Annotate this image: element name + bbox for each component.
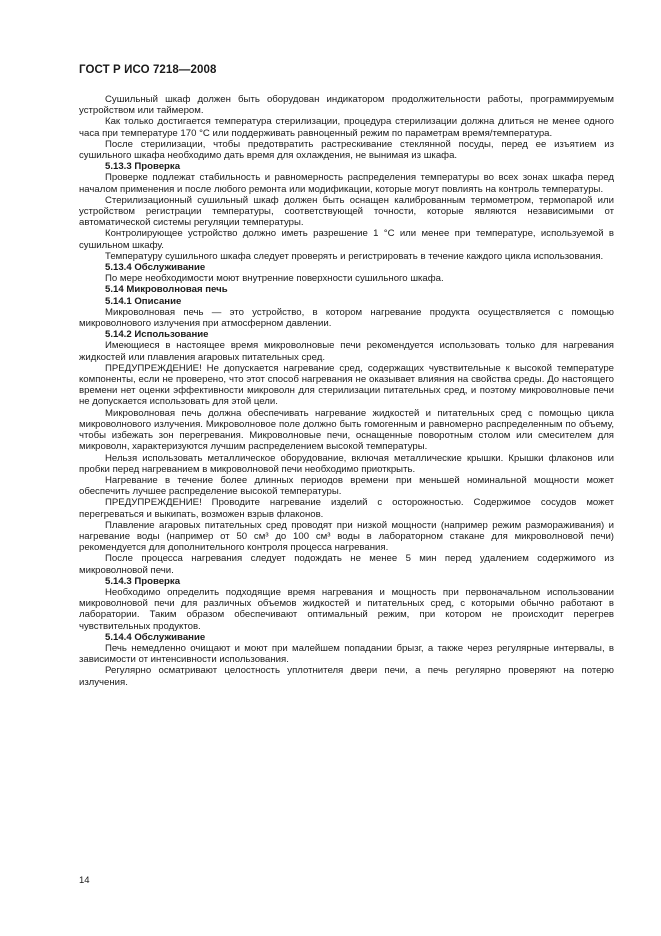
section-heading: 5.13.3 Проверка bbox=[105, 161, 181, 173]
paragraph: Плавление агаровых питательных сред проводят при низкой мощности (например режим размораживания) и нагревание воды (например от 50 см³ до 100 см³ воды в лабораторном стакане для микроволновой печи) рекомендуется для дополнительного контроля процесса нагревания. bbox=[79, 519, 614, 554]
paragraph: После процесса нагревания следует подождать не менее 5 мин перед удалением содержимого из микроволновой печи. bbox=[79, 553, 614, 576]
paragraph: Имеющиеся в настоящее время микроволновые печи рекомендуется использовать только для нагревания жидкостей или плавления агаровых питательных сред. bbox=[79, 340, 614, 363]
paragraph: Микроволновая печь — это устройство, в котором нагревание продукта осуществляется с помощью микроволнового излучения при атмосферном давлении. bbox=[79, 306, 614, 330]
paragraph: Контролирующее устройство должно иметь разрешение 1 °С или менее при температуре, используемой в сушильном шкафу. bbox=[79, 228, 614, 251]
paragraph: Печь немедленно очищают и моют при малейшем попадании брызг, а также через регулярные интервалы, в зависимости от интенсивности использования. bbox=[79, 642, 614, 666]
paragraph: Микроволновая печь должна обеспечивать нагревание жидкостей и питательных сред с помощью цикла микроволнового излучения. Микроволновое поле должно быть гомогенным и равномерно распределенным по объему, чтобы избежать зон перегревания. Микроволновые печи, оснащенные поворотным столом или смесителем для микроволн, характеризуются лучшим распределением высокой температуры. bbox=[79, 407, 614, 453]
paragraph: Как только достигается температура стерилизации, процедура стерилизации должна длиться не менее одного часа при температуре 170 °С или поддерживать равноценный режим по параметрам время/температура. bbox=[79, 116, 614, 139]
section-heading: 5.14 Микроволновая печь bbox=[105, 284, 228, 296]
paragraph: Нельзя использовать металлическое оборудование, включая металлические крышки. Крышки флаконов или пробки перед нагреванием в микроволновой печи необходимо приоткрыть. bbox=[79, 452, 614, 475]
paragraph: Нагревание в течение более длинных периодов времени при меньшей номинальной мощности может обеспечить лучшее распределение высокой температуры. bbox=[79, 474, 614, 498]
section-heading: 5.14.2 Использование bbox=[105, 329, 209, 341]
paragraph: ПРЕДУПРЕЖДЕНИЕ! Проводите нагревание изделий с осторожностью. Содержимое сосудов может перегреваться и выкипать, возможен взрыв флаконов. bbox=[79, 497, 614, 520]
section-heading: 5.13.4 Обслуживание bbox=[105, 262, 206, 274]
paragraph: Проверке подлежат стабильность и равномерность распределения температуры во всех зонах шкафа перед началом применения и после любого ремонта или модификации, которые могут повлиять на контроль температуры. bbox=[79, 172, 614, 195]
paragraph: По мере необходимости моют внутренние поверхности сушильного шкафа. bbox=[105, 273, 444, 285]
paragraph: После стерилизации, чтобы предотвратить растрескивание стеклянной посуды, перед ее изъятием из сушильного шкафа необходимо дать время для охлаждения, не вынимая из шкафа. bbox=[79, 138, 614, 162]
paragraph: Температуру сушильного шкафа следует проверять и регистрировать в течение каждого цикла использования. bbox=[105, 250, 604, 262]
section-heading: 5.14.4 Обслуживание bbox=[105, 631, 206, 643]
paragraph: Необходимо определить подходящие время нагревания и мощность при первоначальном использовании микроволновой печи для различных объемов жидкостей и питательных сред, с которыми обычно работают в лаборатории. Таким образом обеспечивают оптимальный режим, при котором не происходит перегрев чувствительных продуктов. bbox=[79, 586, 614, 632]
document-header: ГОСТ Р ИСО 7218—2008 bbox=[79, 64, 217, 76]
section-heading: 5.14.1 Описание bbox=[105, 295, 182, 307]
page-number: 14 bbox=[79, 875, 90, 886]
paragraph: ПРЕДУПРЕЖДЕНИЕ! Не допускается нагревание сред, содержащих чувствительные к высокой температуре компоненты, если не проверено, что этот способ нагревания не оказывает влияния на свойства среды. До настоящего времени нет оценки эффективности микроволн для стерилизации питательных сред, и поэтому микроволновые печи не допускается использовать для этой цели. bbox=[79, 362, 614, 408]
document-body bbox=[79, 94, 614, 688]
section-heading: 5.14.3 Проверка bbox=[105, 575, 181, 587]
paragraph: Сушильный шкаф должен быть оборудован индикатором продолжительности работы, программируемым устройством или таймером. bbox=[79, 94, 614, 117]
paragraph: Регулярно осматривают целостность уплотнителя двери печи, а печь регулярно проверяют на потерю излучения. bbox=[79, 665, 614, 688]
paragraph: Стерилизационный сушильный шкаф должен быть оснащен калиброванным термометром, термопарой или устройством регистрации температуры, соответствующей точности, которые являются независимыми от автоматической системы регуляции температуры. bbox=[79, 194, 614, 229]
